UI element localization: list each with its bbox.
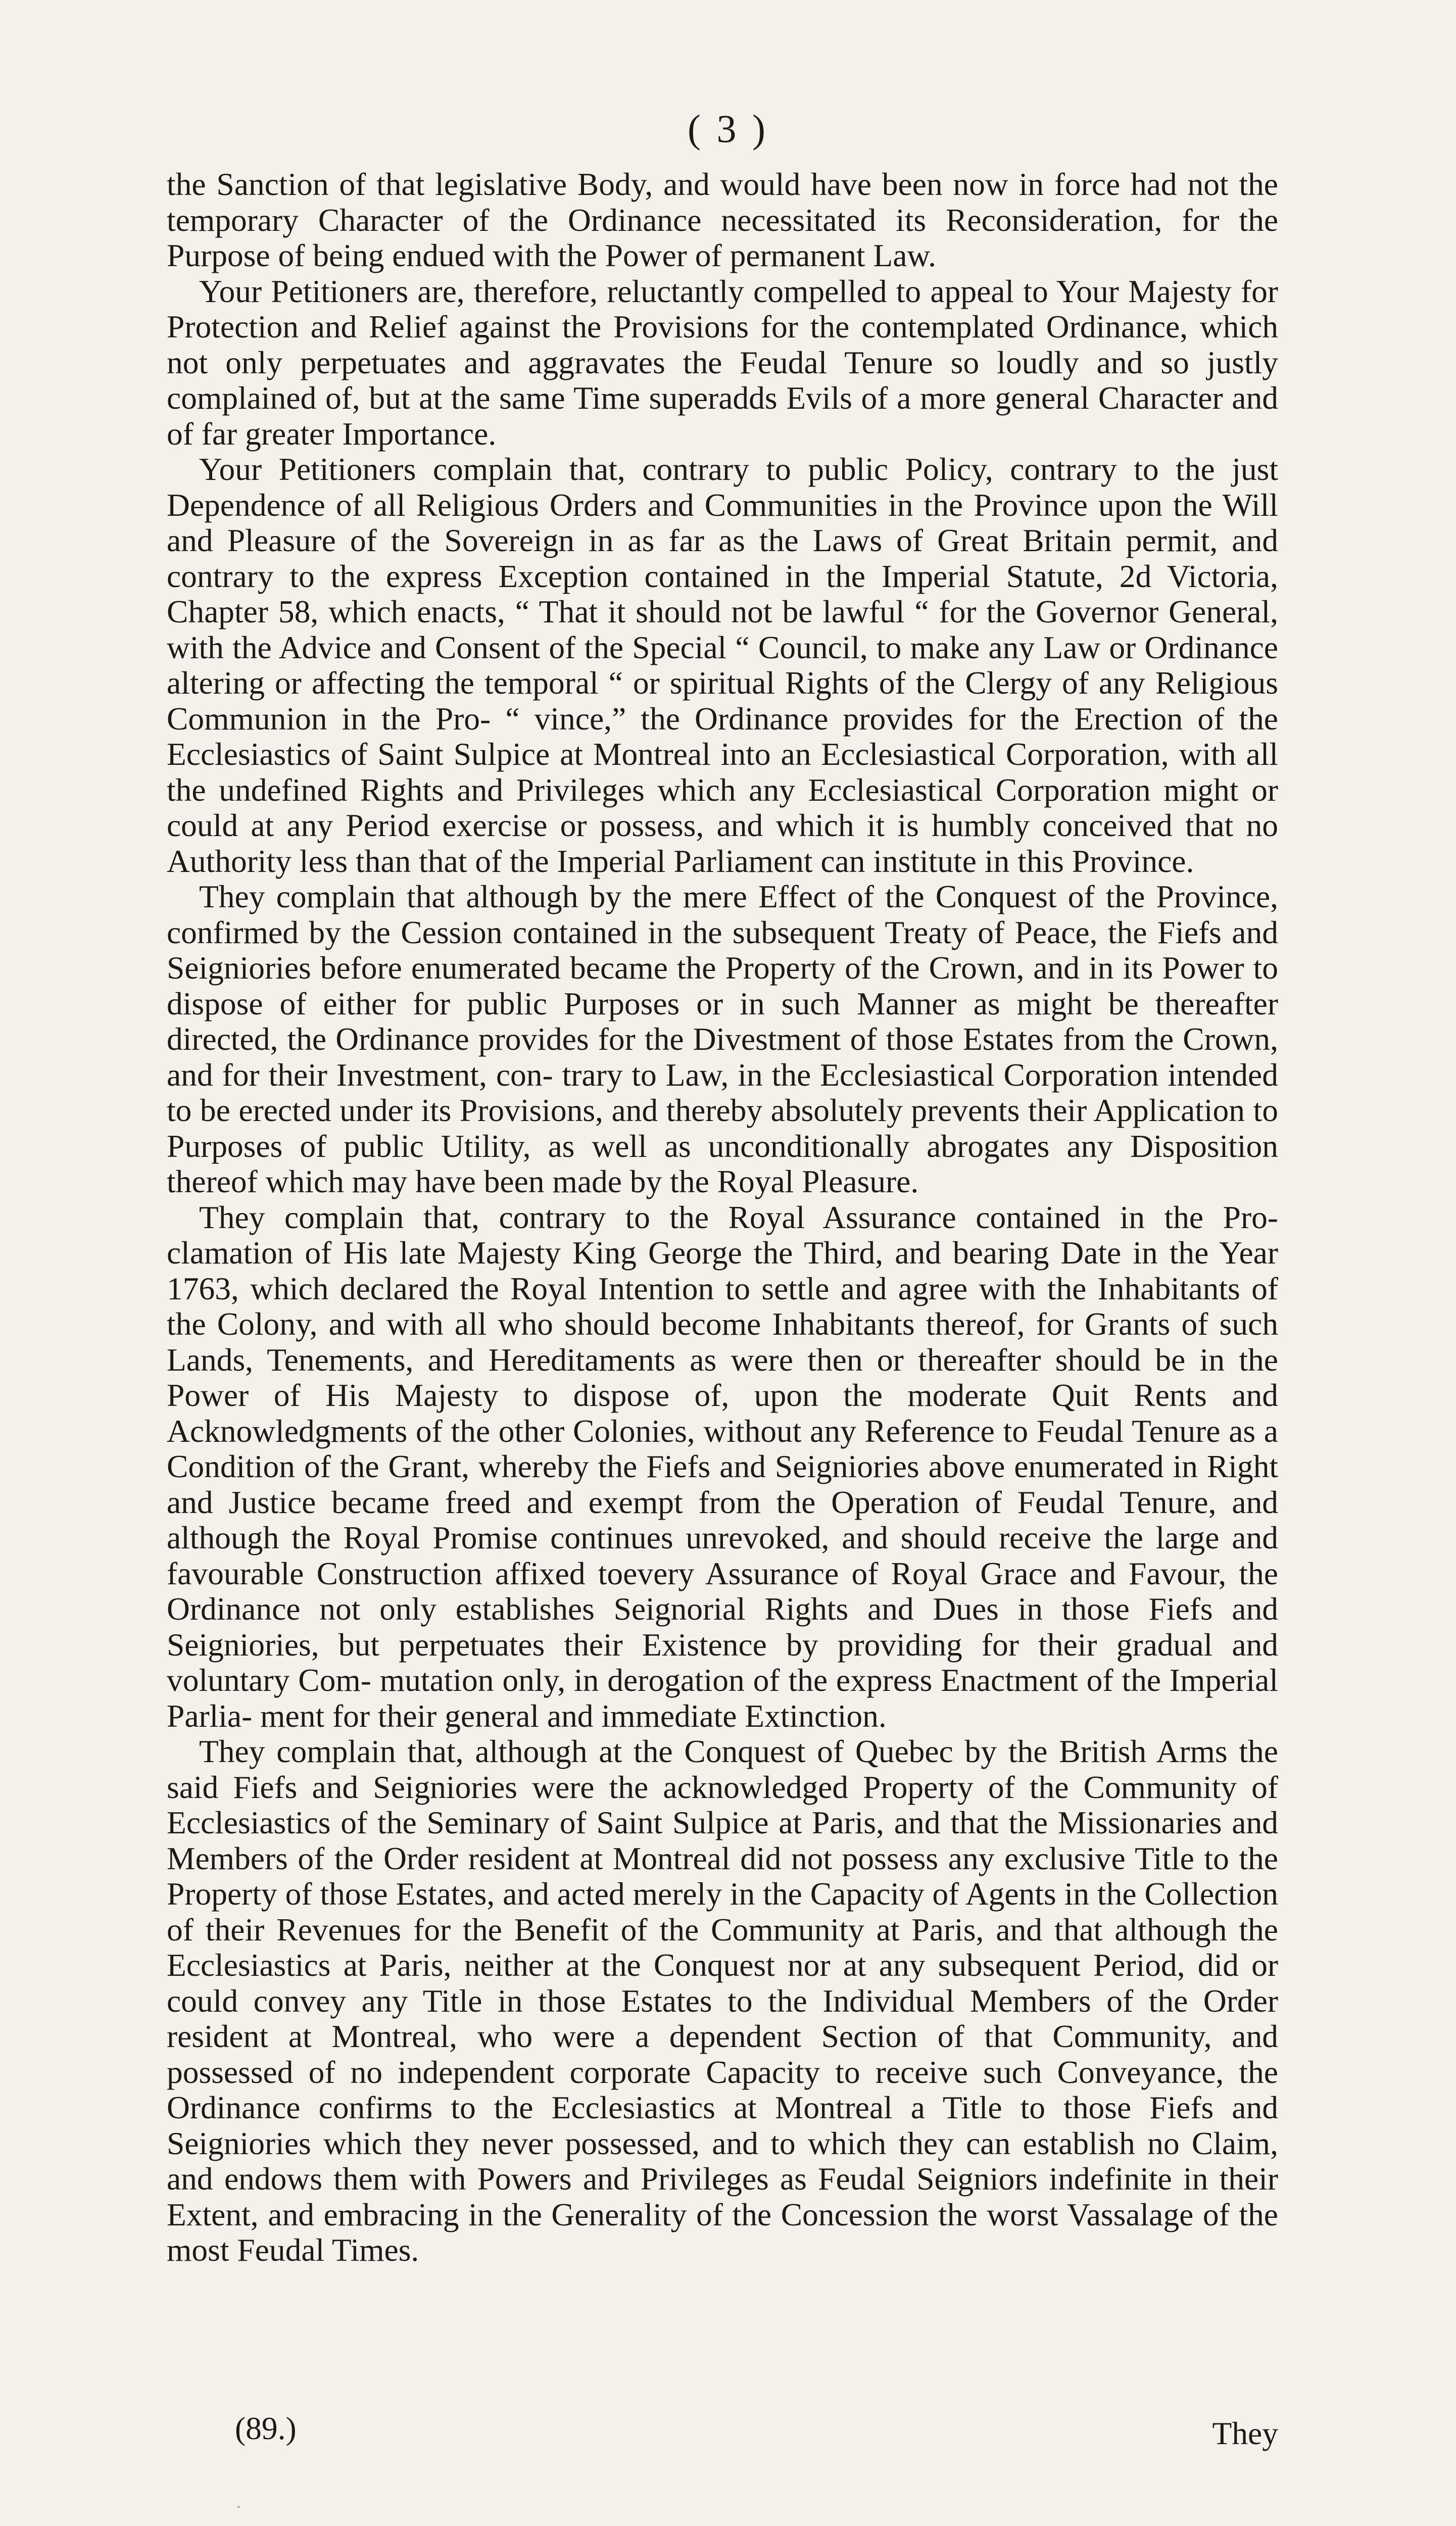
catchword: They bbox=[1212, 2415, 1278, 2451]
paper-speck bbox=[237, 2506, 240, 2508]
paragraph-title-complaint: They complain that, although at the Conquest of Quebec by the British Arms the said Fiefs and Seigniories were the acknowledged Property of the Community of Ecclesiastics of the Seminary of Saint Sulpice at Paris, and that the Missionaries and Members of the Order resident at Montreal did not possess any exclusive Title to the Property of those Estates, and acted merely in the Capacity of Agents in the Collection of their Revenues for the Benefit of the Community at Paris, and that although the Ecclesiastics at Paris, neither at the Conquest nor at any subsequent Period, did or could convey any Title in those Estates to the Individual Members of the Order resident at Montreal, who were a dependent Section of that Community, and possessed of no independent corporate Capacity to receive such Conveyance, the Ordinance confirms to the Ecclesiastics at Montreal a Title to those Fiefs and Seigniories which they never possessed, and to which they can establish no Claim, and endows them with Powers and Privileges as Feudal Seigniors indefinite in their Extent, and embracing in the Generality of the Concession the worst Vassalage of the most Feudal Times. bbox=[167, 1733, 1278, 2268]
paragraph-corporation-complaint: Your Petitioners complain that, contrary to public Policy, contrary to the just Dependence of all Religious Orders and Communities in the Province upon the Will and Pleasure of the Sovereign in as far as the Laws of Great Britain permit, and contrary to the express Exception contained in the Imperial Statute, 2d Victoria, Chapter 58, which enacts, “ That it should not be lawful “ for the Governor General, with the Advice and Consent of the Special “ Council, to make any Law or Ordinance altering or affecting the temporal “ or spiritual Rights of the Clergy of any Religious Communion in the Pro- “ vince,” the Ordinance provides for the Erection of the Ecclesiastics of Saint Sulpice at Montreal into an Ecclesiastical Corporation, with all the undefined Rights and Privileges which any Ecclesiastical Corporation might or could at any Period exercise or possess, and which it is humbly conceived that no Authority less than that of the Imperial Parliament can institute in this Province. bbox=[167, 451, 1278, 879]
page-footer bbox=[167, 2410, 1278, 2450]
paragraph-continuation: the Sanction of that legislative Body, and would have been now in force had not the temporary Character of the Ordinance necessitated its Reconsideration, for the Purpose of being endued with the Power of permanent Law. bbox=[167, 166, 1278, 273]
page-number: ( 3 ) bbox=[688, 107, 768, 151]
paragraph-appeal: Your Petitioners are, therefore, reluctantly compelled to appeal to Your Majesty for Protection and Relief against the Provisions for the contemplated Ordinance, which not only perpetuates and aggravates the Feudal Tenure so loudly and so justly complained of, but at the same Time superadds Evils of a more general Character and of far greater Importance. bbox=[167, 273, 1278, 452]
body-text bbox=[167, 167, 1278, 2268]
paragraph-proclamation-complaint: They complain that, contrary to the Royal Assurance contained in the Pro- clamation of His late Majesty King George the Third, and bearing Date in the Year 1763, which declared the Royal Intention to settle and agree with the Inhabitants of the Colony, and with all who should become Inhabitants thereof, for Grants of such Lands, Tenements, and Hereditaments as were then or thereafter should be in the Power of His Majesty to dispose of, upon the moderate Quit Rents and Acknowledgments of the other Colonies, without any Reference to Feudal Tenure as a Condition of the Grant, whereby the Fiefs and Seigniories above enumerated in Right and Justice became freed and exempt from the Operation of Feudal Tenure, and although the Royal Promise continues unrevoked, and should receive the large and favourable Construction affixed toevery Assurance of Royal Grace and Favour, the Ordinance not only establishes Seignorial Rights and Dues in those Fiefs and Seigniories, but perpetuates their Existence by providing for their gradual and voluntary Com- mutation only, in derogation of the express Enactment of the Imperial Parlia- ment for their general and immediate Extinction. bbox=[167, 1199, 1278, 1734]
paragraph-conquest-complaint: They complain that although by the mere Effect of the Conquest of the Province, confirmed by the Cession contained in the subsequent Treaty of Peace, the Fiefs and Seigniories before enumerated became the Property of the Crown, and in its Power to dispose of either for public Purposes or in such Manner as might be thereafter directed, the Ordinance provides for the Divestment of those Estates from the Crown, and for their Investment, con- trary to Law, in the Ecclesiastical Corporation intended to be erected under its Provisions, and thereby absolutely prevents their Application to Purposes of public Utility, as well as unconditionally abrogates any Disposition thereof which may have been made by the Royal Pleasure. bbox=[167, 879, 1278, 1199]
signature-mark: (89.) bbox=[235, 2410, 297, 2446]
